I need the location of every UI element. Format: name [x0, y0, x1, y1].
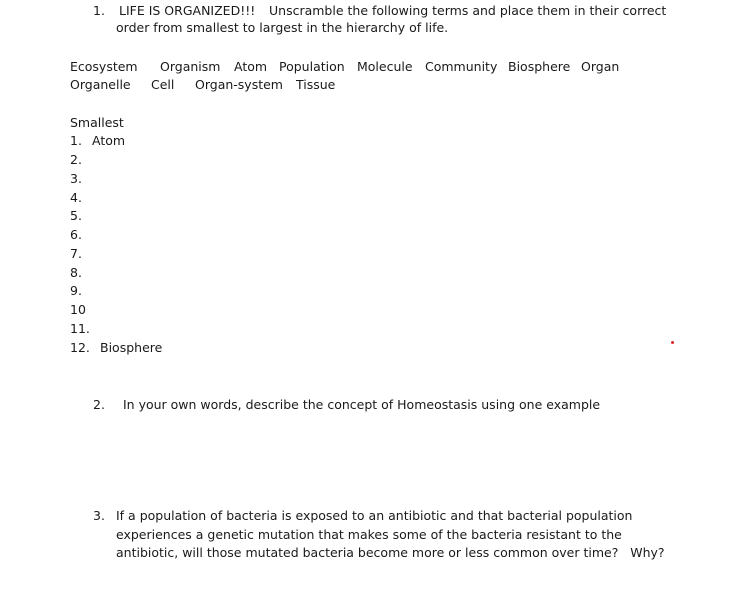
list-item: 6. [70, 227, 82, 242]
term: Cell [151, 77, 175, 92]
term: Organelle [70, 77, 131, 92]
term: Biosphere [508, 59, 571, 74]
question-1-text-line-1: Unscramble the following terms and place them in their correct [269, 3, 667, 18]
question-3-number: 3. [93, 508, 105, 523]
question-1-text-line-2: order from smallest to largest in the hierarchy of life. [116, 20, 449, 35]
term: Molecule [357, 59, 413, 74]
ordering-heading: Smallest [70, 115, 124, 130]
term: Tissue [296, 77, 336, 92]
term: Organ-system [195, 77, 283, 92]
list-item: 9. [70, 283, 82, 298]
stray-red-dot [671, 341, 674, 344]
term: Organ [581, 59, 620, 74]
list-item-value: Biosphere [100, 340, 163, 355]
list-item: 10 [70, 302, 86, 317]
list-item: 4. [70, 190, 82, 205]
list-item: 7. [70, 246, 82, 261]
term: Community [425, 59, 498, 74]
list-item-value: Atom [92, 133, 126, 148]
term: Atom [234, 59, 268, 74]
term: Population [279, 59, 345, 74]
question-2-text: In your own words, describe the concept of Homeostasis using one example [123, 397, 601, 412]
question-3-line-1: If a population of bacteria is exposed to an antibiotic and that bacterial population [116, 508, 633, 523]
question-1-number: 1. [93, 3, 105, 18]
list-item: 8. [70, 265, 82, 280]
term: Organism [160, 59, 221, 74]
question-1-title: LIFE IS ORGANIZED!!! [119, 3, 256, 18]
list-item: 2. [70, 152, 82, 167]
term: Ecosystem [70, 59, 138, 74]
list-item: 5. [70, 208, 82, 223]
question-3-line-2: experiences a genetic mutation that makes some of the bacteria resistant to the [116, 527, 622, 542]
question-2-number: 2. [93, 397, 105, 412]
list-item: 3. [70, 171, 82, 186]
list-item: 11. [70, 321, 90, 336]
list-item: 12. Biosphere [70, 340, 163, 355]
list-item: 1. Atom [70, 133, 126, 148]
question-3-line-3: antibiotic, will those mutated bacteria become more or less common over time? Why? [116, 545, 665, 560]
